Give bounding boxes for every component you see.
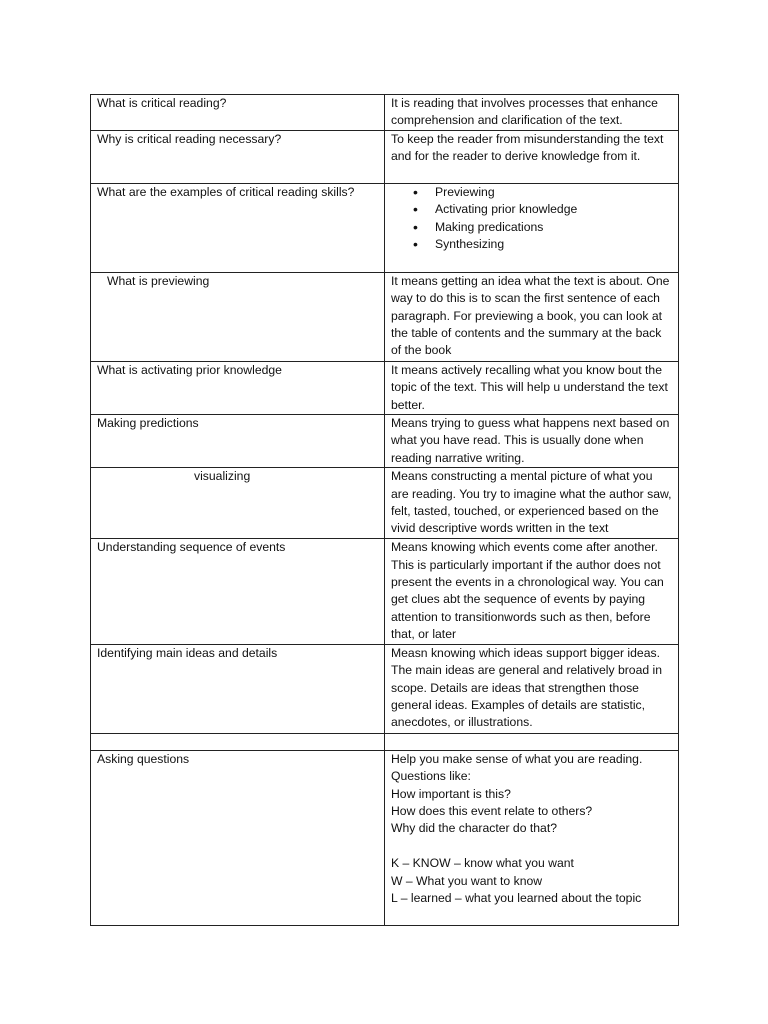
answer-line: How does this event relate to others?: [391, 803, 593, 818]
answer-cell: Means trying to guess what happens next based on what you have read. This is usually done when reading narrative writing.: [385, 415, 679, 468]
answer-cell: It means getting an idea what the text is about. One way to do this is to scan the first sentence of each paragraph. For previewing a book, you can look at the table of contents and the summary at the back of the book: [385, 272, 679, 361]
list-item: • Making predications: [435, 219, 672, 236]
answer-cell: Means constructing a mental picture of what you are reading. You try to imagine what the author saw, felt, tasted, touched, or experienced based on the vivid descriptive words written in the text: [385, 468, 679, 539]
empty-cell: [91, 733, 385, 750]
skills-list: [391, 184, 672, 254]
table-row: [91, 750, 679, 925]
answer-line: K – KNOW – know what you want: [391, 856, 574, 871]
table-row: [91, 415, 679, 468]
answer-line: W – What you want to know: [391, 873, 543, 888]
answer-line: [391, 838, 672, 855]
table-row: [91, 183, 679, 272]
question-cell: Understanding sequence of events: [91, 539, 385, 644]
answer-line: Help you make sense of what you are reading.: [391, 751, 643, 766]
table-row: [91, 539, 679, 644]
table-row: [91, 361, 679, 414]
question-cell: What is previewing: [91, 272, 385, 361]
answer-cell: To keep the reader from misunderstanding the text and for the reader to derive knowledge from it.: [385, 130, 679, 183]
answer-cell: [385, 183, 679, 272]
question-cell: Asking questions: [91, 750, 385, 925]
question-cell: visualizing: [91, 468, 385, 539]
table-row: [91, 95, 679, 131]
question-cell: What is critical reading?: [91, 95, 385, 131]
answer-cell: [385, 750, 679, 925]
answer-cell: Measn knowing which ideas support bigger ideas. The main ideas are general and relatively broad in scope. Details are ideas that strengthen those general ideas. Examples of details are statistic, anecdotes, or illustrations.: [385, 644, 679, 733]
answer-line: L – learned – what you learned about the topic: [391, 890, 642, 905]
answer-cell: It is reading that involves processes that enhance comprehension and clarification of the text.: [385, 95, 679, 131]
table-row: [91, 468, 679, 539]
table-row: [91, 644, 679, 733]
list-item: • Synthesizing: [435, 236, 672, 253]
list-item: • Activating prior knowledge: [435, 201, 672, 218]
question-cell: What is activating prior knowledge: [91, 361, 385, 414]
answer-line: How important is this?: [391, 786, 511, 801]
answer-cell: Means knowing which events come after another. This is particularly important if the author does not present the events in a chronological way. You can get clues abt the sequence of events by paying attention to transitionwords such as then, before that, or later: [385, 539, 679, 644]
list-item: • Previewing: [435, 184, 672, 201]
critical-reading-table: [90, 94, 679, 926]
question-cell: What are the examples of critical reading skills?: [91, 183, 385, 272]
empty-cell: [385, 733, 679, 750]
answer-line: Questions like:: [391, 769, 471, 784]
question-cell: Identifying main ideas and details: [91, 644, 385, 733]
answer-cell: It means actively recalling what you know bout the topic of the text. This will help u understand the text better.: [385, 361, 679, 414]
table-row: [91, 733, 679, 750]
answer-line: Why did the character do that?: [391, 821, 557, 836]
question-cell: Why is critical reading necessary?: [91, 130, 385, 183]
table-row: [91, 272, 679, 361]
question-cell: Making predictions: [91, 415, 385, 468]
table-row: [91, 130, 679, 183]
